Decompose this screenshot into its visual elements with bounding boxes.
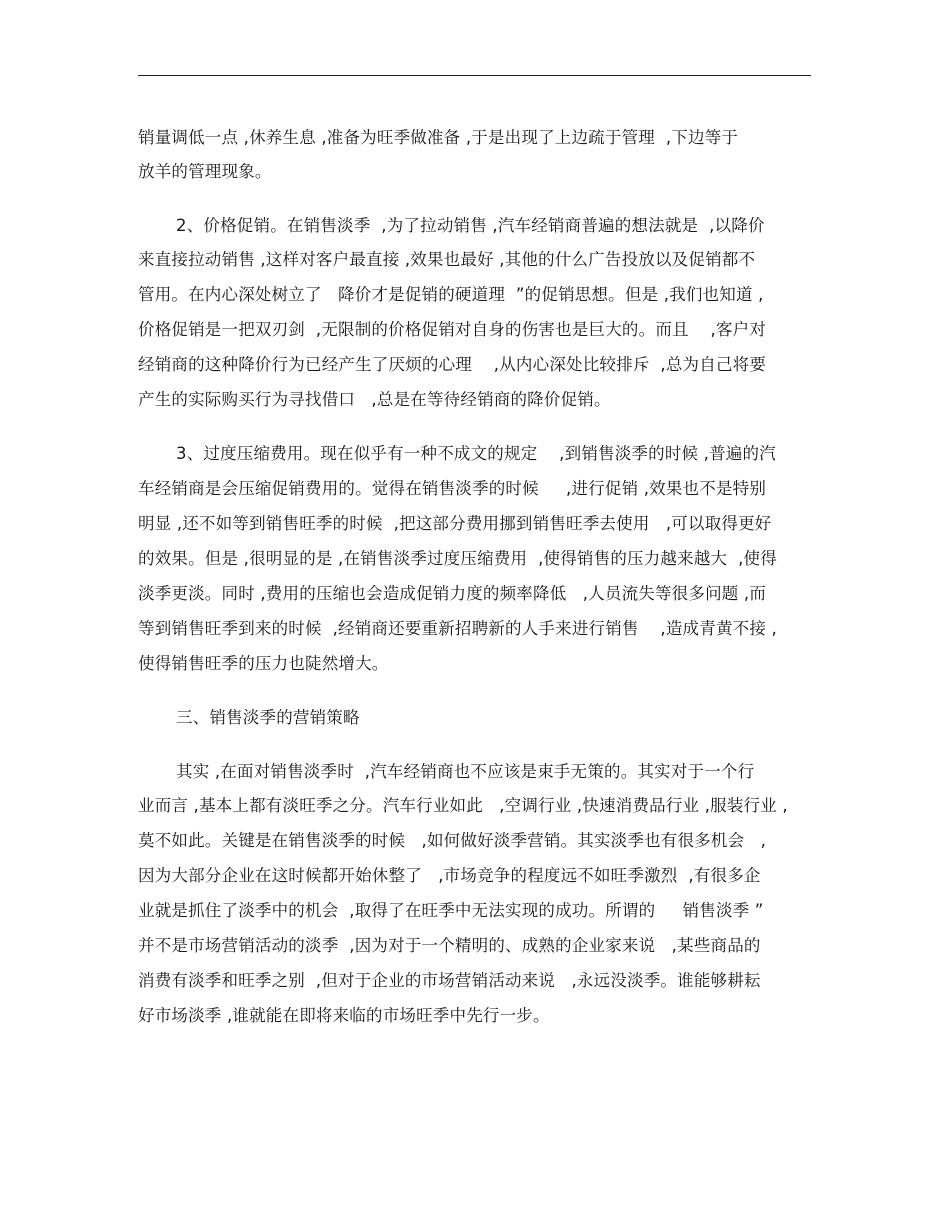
paragraph-3-line-5: 淡季更淡。同时 ,费用的压缩也会造成促销力度的频率降低 ,人员流失等很多问题 ,而 xyxy=(138,584,767,603)
paragraph-3-line-3: 明显 ,还不如等到销售旺季的时候 ,把这部分费用挪到销售旺季去使用 ,可以取得更好 xyxy=(138,514,772,533)
paragraph-3-line-2: 车经销商是会压缩促销费用的。觉得在销售淡季的时候 ,进行促销 ,效果也不是特别 xyxy=(138,479,767,498)
paragraph-5-line-8: 好市场淡季 ,谁就能在即将来临的市场旺季中先行一步。 xyxy=(138,1006,550,1025)
paragraph-2-line-3: 管用。在内心深处树立了 降价才是促销的硬道理 ”的促销思想。但是 ,我们也知道 , xyxy=(138,285,764,304)
paragraph-5-line-7: 消费有淡季和旺季之别 ,但对于企业的市场营销活动来说 ,永远没淡季。谁能够耕耘 xyxy=(138,971,761,990)
paragraph-5-line-1: 其实 ,在面对销售淡季时 ,汽车经销商也不应该是束手无策的。其实对于一个行 xyxy=(176,762,755,781)
paragraph-2-line-4: 价格促销是一把双刃剑 ,无限制的价格促销对自身的伤害也是巨大的。而且 ,客户对 xyxy=(138,320,767,339)
paragraph-2-line-5: 经销商的这种降价行为已经产生了厌烦的心理 ,从内心深处比较排斥 ,总为自己将要 xyxy=(138,355,767,374)
paragraph-2-line-6: 产生的实际购买行为寻找借口 ,总是在等待经销商的降价促销。 xyxy=(138,390,611,409)
paragraph-5-line-2: 业而言 ,基本上都有淡旺季之分。汽车行业如此 ,空调行业 ,快速消费品行业 ,服装行业 , xyxy=(138,796,788,815)
paragraph-5-line-6: 并不是市场营销活动的淡季 ,因为对于一个精明的、成熟的企业家来说 ,某些商品的 xyxy=(138,936,761,955)
paragraph-3-line-7: 使得销售旺季的压力也陡然增大。 xyxy=(138,654,389,673)
paragraph-5-line-5: 业就是抓住了淡季中的机会 ,取得了在旺季中无法实现的成功。所谓的 销售淡季 ” xyxy=(138,901,764,920)
paragraph-2-line-1: 2、价格促销。在销售淡季 ,为了拉动销售 ,汽车经销商普遍的想法就是 ,以降价 xyxy=(176,216,765,235)
paragraph-3-line-4: 的效果。但是 ,很明显的是 ,在销售淡季过度压缩费用 ,使得销售的压力越来越大 ,使得 xyxy=(138,549,777,568)
section-heading: 三、销售淡季的营销策略 xyxy=(176,708,360,727)
paragraph-3-line-1: 3、过度压缩费用。现在似乎有一种不成文的规定 ,到销售淡季的时候 ,普遍的汽 xyxy=(176,444,776,463)
paragraph-5-line-3: 莫不如此。关键是在销售淡季的时候 ,如何做好淡季营销。其实淡季也有很多机会 , xyxy=(138,831,767,850)
header-rule xyxy=(138,75,811,76)
paragraph-5-line-4: 因为大部分企业在这时候都开始休整了 ,市场竞争的程度远不如旺季激烈 ,有很多企 xyxy=(138,866,761,885)
paragraph-1-line-2: 放羊的管理现象。 xyxy=(138,162,272,181)
paragraph-2-line-2: 来直接拉动销售 ,这样对客户最直接 ,效果也最好 ,其他的什么广告投放以及促销都不 xyxy=(138,250,756,269)
paragraph-1-line-1: 销量调低一点 ,休养生息 ,准备为旺季做准备 ,于是出现了上边疏于管理 ,下边等于 xyxy=(138,128,739,147)
paragraph-3-line-6: 等到销售旺季到来的时候 ,经销商还要重新招聘新的人手来进行销售 ,造成青黄不接 , xyxy=(138,619,777,638)
